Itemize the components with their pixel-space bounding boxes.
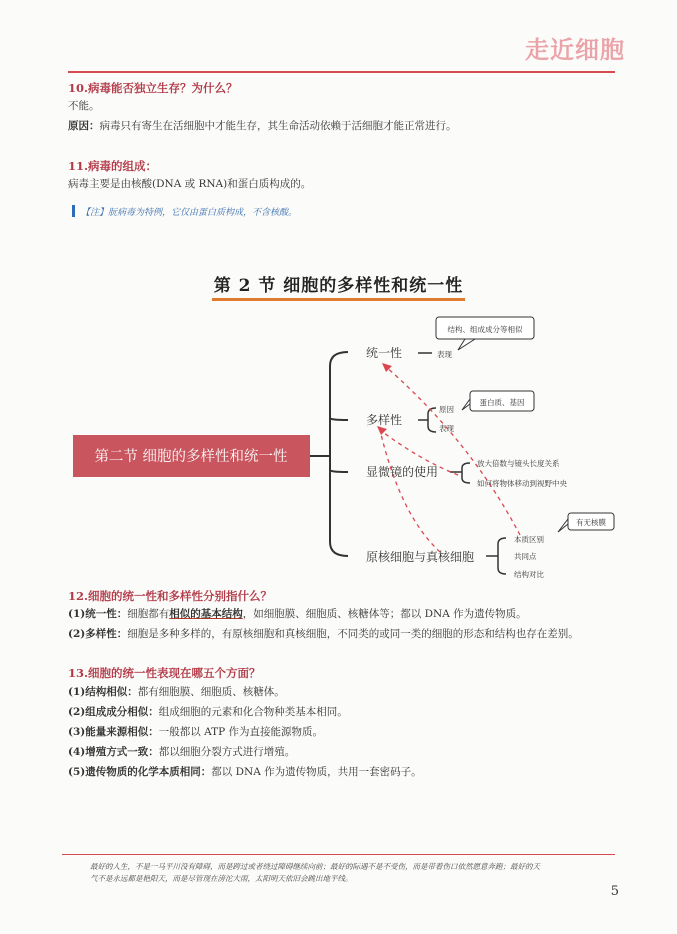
svg-text:共同点: 共同点 [514, 552, 537, 561]
footer-quote: 最好的人生，不是一马平川没有障碍，而是跨过或者绕过障碍继续向前；最好的际遇不是不受伤，而是带着伤口依然愿意奔跑；最好的天 气不是永远都是艳阳天，而是尽管现在滂沱大雨，太阳明天依旧会跳出地平线。 [90, 862, 540, 883]
branch-microscope: 显微镜的使用 [366, 465, 439, 479]
mindmap-center-label: 第二节 细胞的多样性和统一性 [94, 449, 288, 465]
question-13-item-2: (2)组成成分相似：组成细胞的元素和化合物种类基本相同。 [68, 706, 348, 718]
question-12-line-1: (1)统一性：细胞都有相似的基本结构，如细胞膜、细胞质、核糖体等；都以 DNA 作为遗传物质。 [68, 608, 527, 620]
svg-text:放大倍数与镜头长度关系: 放大倍数与镜头长度关系 [477, 459, 560, 468]
branch-diversity: 多样性 [366, 413, 403, 427]
branch-unity: 统一性 [366, 346, 403, 360]
reason-text: 病毒只有寄生在活细胞中才能生存，其生命活动依赖于活细胞才能正常进行。 [99, 120, 457, 132]
question-13-item-3: (3)能量来源相似：一般都以 ATP 作为直接能源物质。 [68, 726, 324, 738]
question-13-item-1: (1)结构相似：都有细胞膜、细胞质、核糖体。 [68, 686, 285, 698]
question-11-answer: 病毒主要是由核酸(DNA 或 RNA)和蛋白质构成的。 [68, 178, 312, 190]
question-10-reason [68, 118, 457, 134]
svg-text:结构、组成成分等相似: 结构、组成成分等相似 [447, 325, 523, 334]
svg-text:原因: 原因 [439, 405, 454, 414]
question-11-note [72, 200, 297, 219]
footer-rule [62, 854, 615, 855]
question-13-item-5: (5)遗传物质的化学本质相同：都以 DNA 作为遗传物质，共用一套密码子。 [68, 766, 422, 778]
question-13-title: 13.细胞的统一性表现在哪五个方面？ [68, 666, 261, 680]
question-11-title: 11.病毒的组成： [68, 159, 158, 173]
note-bar [72, 205, 75, 217]
note-text: 【注】朊病毒为特例，它仅由蛋白质构成，不含核酸。 [81, 208, 298, 218]
svg-text:本质区别: 本质区别 [514, 535, 544, 544]
svg-text:如何将物体移动到视野中央: 如何将物体移动到视野中央 [477, 479, 567, 488]
question-12-title: 12.细胞的统一性和多样性分别指什么？ [68, 589, 273, 603]
question-13-item-4: (4)增殖方式一致：都以细胞分裂方式进行增殖。 [68, 746, 296, 758]
question-10-title: 10.病毒能否独立生存？为什么？ [68, 81, 238, 95]
mindmap-bracket [330, 352, 348, 556]
svg-text:表现: 表现 [439, 424, 454, 433]
reason-label: 原因： [68, 120, 100, 132]
question-10-answer: 不能。 [68, 100, 100, 112]
question-12-line-2: (2)多样性：细胞是多种多样的，有原核细胞和真核细胞，不同类的或同一类的细胞的形态和结构也存在差别。 [68, 628, 579, 640]
chapter-title: 走近细胞 [525, 35, 625, 64]
mind-map [0, 300, 677, 590]
svg-text:结构对比: 结构对比 [514, 570, 544, 579]
branch-unity-sub: 表现 [437, 350, 452, 359]
branch-cell-types: 原核细胞与真核细胞 [366, 550, 475, 564]
svg-text:有无核膜: 有无核膜 [576, 518, 606, 527]
section-title: 第 2 节 细胞的多样性和统一性 [0, 271, 677, 296]
header-rule [68, 71, 615, 73]
page-number: 5 [610, 884, 619, 899]
svg-text:蛋白质、基因: 蛋白质、基因 [479, 398, 525, 407]
